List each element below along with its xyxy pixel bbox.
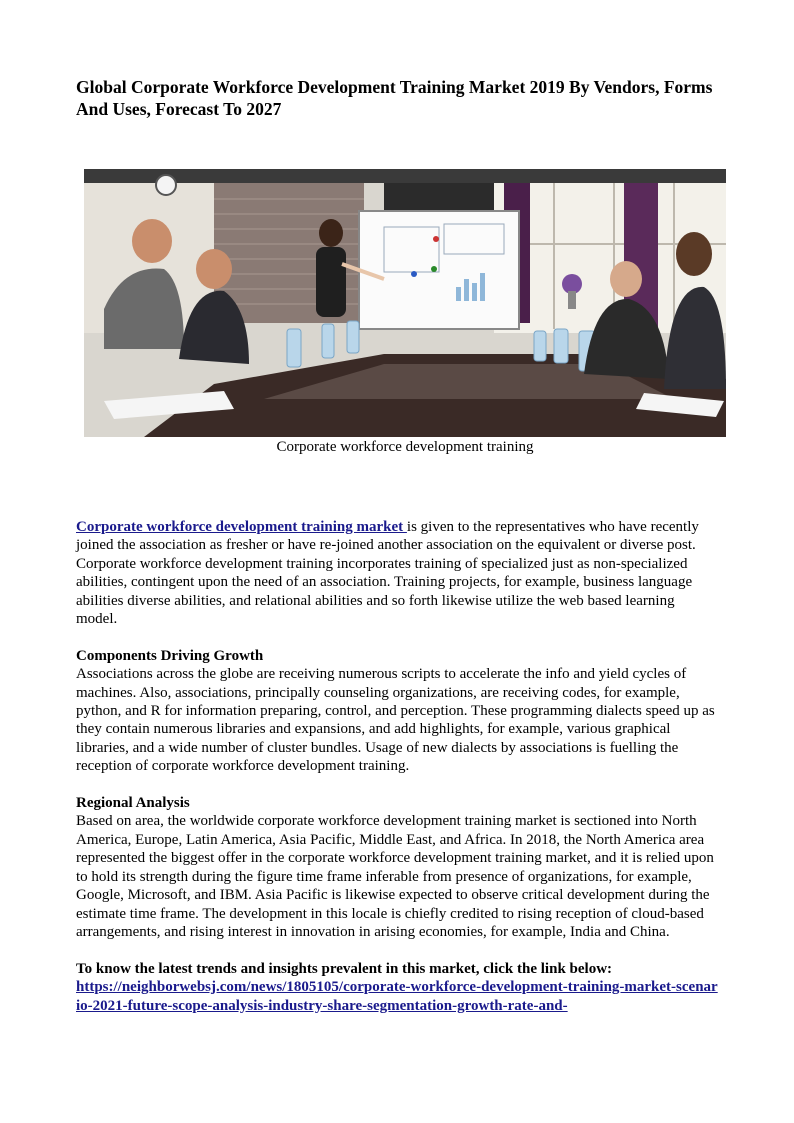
intro-text: is given to the representatives who have recently joined the association as fresher or have re-joined another association on the equivalent or diverse post. Corporate workforce development training incorporates training of specialized just as non-specialized abilities, contingent upon the need of an association. Training projects, for example, business language abilities diverse abilities, and relational abilities and so forth likewise utilize the web based learning model. xyxy=(76,519,699,628)
article-body xyxy=(76,518,718,1015)
article-title: Global Corporate Workforce Development Training Market 2019 By Vendors, Forms And Uses, Forecast To 2027 xyxy=(76,77,713,119)
cta-text: To know the latest trends and insights prevalent in this market, click the link below: xyxy=(76,960,613,977)
section-growth-text: Associations across the globe are receiving numerous scripts to accelerate the info and yield cycles of machines. Also, associations, principally counseling organizations, are receiving codes, for example, python, and R for information preparing, control, and perception. These programming dialects speed up as they contain numerous libraries and expansions, and add highlights, for example, various graphical libraries, and a wide number of cluster bundles. Usage of new dialects by associations is fuelling the reception of corporate workforce development training. xyxy=(76,666,715,775)
section-regional-text: Based on area, the worldwide corporate workforce development training market is sectioned into North America, Europe, Latin America, Asia Pacific, Middle East, and Africa. In 2018, the North America area represented the biggest offer in the corporate workforce development training market, and it is relied upon to hold its strength during the figure time frame inferable from presence of organizations, for example, Google, Microsoft, and IBM. Asia Pacific is likewise expected to observe critical development during the estimate time frame. The development in this locale is chiefly credited to rising reception of cloud-based arrangements, and rising interest in innovation in arising economies, for example, India and China. xyxy=(76,813,714,940)
training-photo xyxy=(84,169,726,437)
figure-caption: Corporate workforce development training xyxy=(276,439,534,455)
section-heading-regional: Regional Analysis xyxy=(76,795,190,812)
cta-url-link[interactable]: https://neighborwebsj.com/news/1805105/corporate-workforce-development-training-market-scenario-2021-future-scope-analysis-industry-share-segmentation-growth-rate-and- xyxy=(76,979,718,1014)
intro-paragraph xyxy=(76,518,718,628)
market-link[interactable]: Corporate workforce development training market xyxy=(76,519,407,535)
section-heading-growth: Components Driving Growth xyxy=(76,647,264,664)
